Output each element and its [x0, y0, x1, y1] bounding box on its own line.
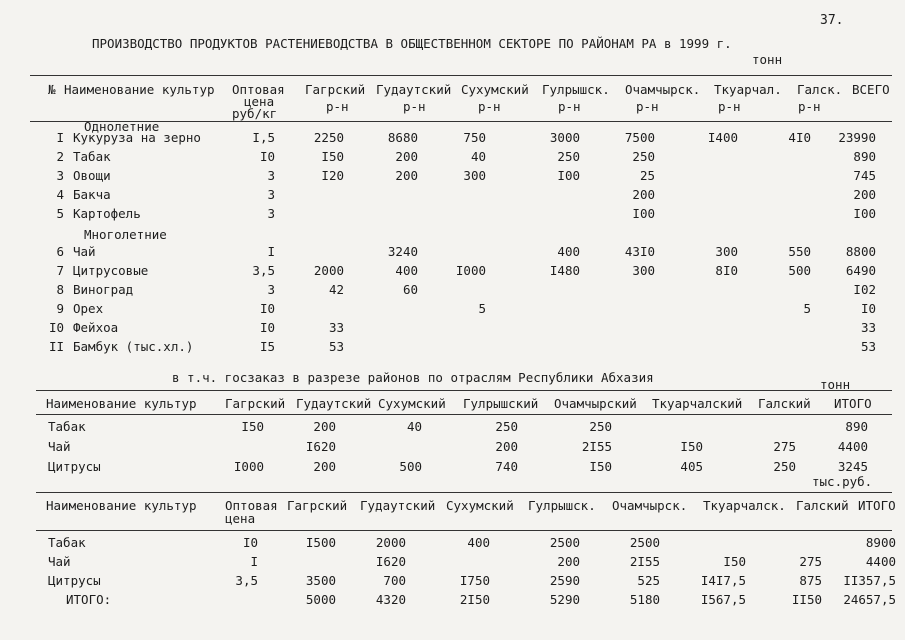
t1-head-gulryp: Гулрышск. [542, 82, 610, 97]
crop-name: Табак [48, 535, 86, 550]
t1-head-rn: р-н [478, 99, 501, 114]
cell-gudauta: 700 [383, 573, 406, 588]
cell-gudauta: 200 [313, 419, 336, 434]
table3-top-rule [36, 492, 892, 493]
wholesale-price: I0 [259, 149, 275, 164]
cell-total: II357,5 [843, 573, 896, 588]
cell-gagr: 33 [328, 320, 344, 335]
cell-ochamch: 2I55 [629, 554, 660, 569]
t3-head-gulryp: Гулрышск. [528, 498, 596, 513]
t1-head-rn: р-н [798, 99, 821, 114]
cell-gulryp: 250 [495, 419, 518, 434]
cell-tkuarch: I50 [680, 439, 703, 454]
cell-gudauta: 4320 [375, 592, 406, 607]
t1-head-price-3: руб/кг [232, 106, 278, 121]
t3-head-ochamch: Очамчырск. [612, 498, 688, 513]
row-number: 9 [56, 301, 64, 316]
cell-sukhum: 500 [399, 459, 422, 474]
table1-header-rule [30, 121, 892, 122]
table2-top-rule [36, 390, 892, 391]
row-number: 3 [56, 168, 64, 183]
cell-gulryp: 5290 [549, 592, 580, 607]
cell-gal: 5 [803, 301, 811, 316]
cell-gulryp: 200 [557, 554, 580, 569]
cell-gulryp: 200 [495, 439, 518, 454]
t1-head-sukhum: Сухумский [461, 82, 529, 97]
cell-gagr: I50 [241, 419, 264, 434]
t1-head-num: № [48, 82, 56, 97]
document-title: ПРОИЗВОДСТВО ПРОДУКТОВ РАСТЕНИЕВОДСТВА В ОБЩЕСТВЕННОМ СЕКТОРЕ ПО РАЙОНАМ РА в 1999 г. [92, 36, 732, 51]
crop-name: Табак [48, 419, 86, 434]
cell-sukhum: 2I50 [459, 592, 490, 607]
crop-name: Кукуруза на зерно [73, 130, 201, 145]
crop-name: Картофель [73, 206, 141, 221]
crop-name: Цитрусовые [73, 263, 149, 278]
cell-gulryp: I480 [549, 263, 580, 278]
cell-gudauta: 400 [395, 263, 418, 278]
cell-ochamch: 5180 [629, 592, 660, 607]
row-number: 5 [56, 206, 64, 221]
t2-head-name: Наименование культур [46, 396, 197, 411]
cell-gulryp: 740 [495, 459, 518, 474]
t3-head-gal: Галский [796, 498, 849, 513]
t2-head-gagr: Гагрский [225, 396, 286, 411]
t3-head-name: Наименование культур [46, 498, 197, 513]
cell-sukhum: 400 [467, 535, 490, 550]
cell-gudauta: 60 [402, 282, 418, 297]
unit-label-mid: тонн [820, 377, 851, 392]
cell-gudauta: 200 [395, 149, 418, 164]
cell-ochamch: I00 [632, 206, 655, 221]
cell-gagr: I20 [321, 168, 344, 183]
wholesale-price: I5 [259, 339, 275, 354]
cell-gagr: I500 [305, 535, 336, 550]
crop-name: Виноград [73, 282, 134, 297]
cell-gagr: 3500 [305, 573, 336, 588]
cell-gulryp: 3000 [549, 130, 580, 145]
cell-tkuarch: I50 [723, 554, 746, 569]
t3-head-price-1: Оптовая [225, 498, 278, 513]
cell-total: 6490 [845, 263, 876, 278]
row-number: 7 [56, 263, 64, 278]
t3-head-price-2: цена [225, 511, 256, 526]
t3-head-gudauta: Гудаутский [360, 498, 436, 513]
t1-section-annual: Однолетние [84, 119, 160, 134]
cell-gulryp: 250 [557, 149, 580, 164]
cell-gudauta: 200 [313, 459, 336, 474]
t1-head-rn: р-н [326, 99, 349, 114]
cell-total: 8900 [865, 535, 896, 550]
cell-total: I00 [853, 206, 876, 221]
row-number: I0 [48, 320, 64, 335]
cell-gal: 275 [799, 554, 822, 569]
cell-gudauta: 200 [395, 168, 418, 183]
cell-ochamch: 7500 [624, 130, 655, 145]
cell-total: 4400 [837, 439, 868, 454]
cell-ochamch: 200 [632, 187, 655, 202]
cell-price: I0 [242, 535, 258, 550]
cell-ochamch: 250 [589, 419, 612, 434]
cell-ochamch: 300 [632, 263, 655, 278]
cell-gal: 500 [788, 263, 811, 278]
cell-ochamch: I50 [589, 459, 612, 474]
row-number: 8 [56, 282, 64, 297]
crop-name: Чай [73, 244, 96, 259]
crop-name: Бамбук (тыс.хл.) [73, 339, 194, 354]
cell-sukhum: 5 [478, 301, 486, 316]
t3-head-gagr: Гагрский [287, 498, 348, 513]
cell-gudauta: 8680 [387, 130, 418, 145]
crop-name: ИТОГО: [66, 592, 112, 607]
cell-gal: 275 [773, 439, 796, 454]
wholesale-price: 3,5 [252, 263, 275, 278]
cell-sukhum: I750 [459, 573, 490, 588]
wholesale-price: 3 [267, 282, 275, 297]
t2-head-ochamch: Очамчырский [554, 396, 637, 411]
page-number: 37. [820, 13, 844, 28]
cell-total: 33 [860, 320, 876, 335]
wholesale-price: I0 [259, 301, 275, 316]
cell-total: 3245 [837, 459, 868, 474]
t1-head-price-1: Оптовая [232, 82, 285, 97]
cell-gal: II50 [791, 592, 822, 607]
cell-total: 8800 [845, 244, 876, 259]
cell-sukhum: 300 [463, 168, 486, 183]
t1-head-price-2: цена [244, 94, 275, 109]
unit-label-rub: тыс.руб. [812, 474, 873, 489]
t3-head-total: ИТОГО [858, 498, 896, 513]
cell-ochamch: 43I0 [624, 244, 655, 259]
cell-gagr: 2250 [313, 130, 344, 145]
cell-total: 200 [853, 187, 876, 202]
cell-tkuarch: 405 [680, 459, 703, 474]
t2-head-gudauta: Гудаутский [296, 396, 372, 411]
cell-total: 23990 [838, 130, 876, 145]
crop-name: Бакча [73, 187, 111, 202]
wholesale-price: I,5 [252, 130, 275, 145]
t3-head-tkuarch: Ткуарчалск. [703, 498, 786, 513]
t2-head-tkuarch: Ткуарчалский [652, 396, 743, 411]
t1-head-rn: р-н [636, 99, 659, 114]
cell-total: 53 [860, 339, 876, 354]
cell-total: 24657,5 [843, 592, 896, 607]
cell-price: I [250, 554, 258, 569]
wholesale-price: 3 [267, 187, 275, 202]
cell-total: 4400 [865, 554, 896, 569]
cell-gudauta: 3240 [387, 244, 418, 259]
section2-title: в т.ч. госзаказ в разрезе районов по отраслям Республики Абхазия [172, 370, 654, 385]
t1-head-rn: р-н [558, 99, 581, 114]
t1-head-gudauta: Гудаутский [376, 82, 452, 97]
t1-head-tkuarch: Ткуарчал. [714, 82, 782, 97]
cell-gulryp: 2500 [549, 535, 580, 550]
cell-tkuarch: 8I0 [715, 263, 738, 278]
t1-head-name: Наименование культур [64, 82, 215, 97]
cell-tkuarch: I4I7,5 [700, 573, 746, 588]
cell-gulryp: 2590 [549, 573, 580, 588]
wholesale-price: I0 [259, 320, 275, 335]
row-number: II [48, 339, 64, 354]
wholesale-price: 3 [267, 168, 275, 183]
cell-gudauta: I620 [375, 554, 406, 569]
cell-ochamch: 250 [632, 149, 655, 164]
cell-ochamch: 2500 [629, 535, 660, 550]
cell-total: I02 [853, 282, 876, 297]
cell-sukhum: I000 [455, 263, 486, 278]
crop-name: Орех [73, 301, 104, 316]
t2-head-sukhum: Сухумский [378, 396, 446, 411]
cell-gagr: 5000 [305, 592, 336, 607]
cell-gulryp: I00 [557, 168, 580, 183]
cell-sukhum: 40 [406, 419, 422, 434]
t2-head-gulryp: Гулрышский [463, 396, 539, 411]
cell-tkuarch: I400 [707, 130, 738, 145]
crop-name: Цитрусы [48, 459, 101, 474]
table3-header-rule [36, 530, 892, 531]
unit-label-top: тонн [752, 52, 783, 67]
table2-header-rule [36, 414, 892, 415]
table1-top-rule [30, 75, 892, 76]
cell-gagr: 53 [328, 339, 344, 354]
crop-name: Чай [48, 439, 71, 454]
row-number: 2 [56, 149, 64, 164]
cell-gagr: I50 [321, 149, 344, 164]
t1-head-gagr: Гагрский [305, 82, 366, 97]
crop-name: Чай [48, 554, 71, 569]
cell-gulryp: 400 [557, 244, 580, 259]
t2-head-total: ИТОГО [834, 396, 872, 411]
cell-tkuarch: 300 [715, 244, 738, 259]
wholesale-price: 3 [267, 206, 275, 221]
cell-total: I0 [860, 301, 876, 316]
cell-gagr: 2000 [313, 263, 344, 278]
cell-sukhum: 750 [463, 130, 486, 145]
cell-price: 3,5 [235, 573, 258, 588]
cell-total: 890 [853, 149, 876, 164]
t2-head-gal: Галский [758, 396, 811, 411]
cell-ochamch: 25 [639, 168, 655, 183]
crop-name: Табак [73, 149, 111, 164]
cell-gagr: I000 [233, 459, 264, 474]
row-number: I [56, 130, 64, 145]
cell-sukhum: 40 [470, 149, 486, 164]
cell-total: 745 [853, 168, 876, 183]
cell-total: 890 [845, 419, 868, 434]
cell-gal: 550 [788, 244, 811, 259]
cell-ochamch: 2I55 [581, 439, 612, 454]
cell-gal: 250 [773, 459, 796, 474]
crop-name: Цитрусы [48, 573, 101, 588]
t1-section-perennial: Многолетние [84, 227, 167, 242]
cell-ochamch: 525 [637, 573, 660, 588]
cell-tkuarch: I567,5 [700, 592, 746, 607]
crop-name: Фейхоа [73, 320, 119, 335]
t1-head-total: ВСЕГО [852, 82, 890, 97]
crop-name: Овощи [73, 168, 111, 183]
cell-gagr: 42 [328, 282, 344, 297]
row-number: 6 [56, 244, 64, 259]
cell-gal: 875 [799, 573, 822, 588]
t3-head-sukhum: Сухумский [446, 498, 514, 513]
cell-gal: 4I0 [788, 130, 811, 145]
t1-head-gal: Галск. [797, 82, 843, 97]
row-number: 4 [56, 187, 64, 202]
cell-gudauta: 2000 [375, 535, 406, 550]
t1-head-rn: р-н [403, 99, 426, 114]
t1-head-ochamch: Очамчырск. [625, 82, 701, 97]
wholesale-price: I [267, 244, 275, 259]
t1-head-rn: р-н [718, 99, 741, 114]
cell-gudauta: I620 [305, 439, 336, 454]
